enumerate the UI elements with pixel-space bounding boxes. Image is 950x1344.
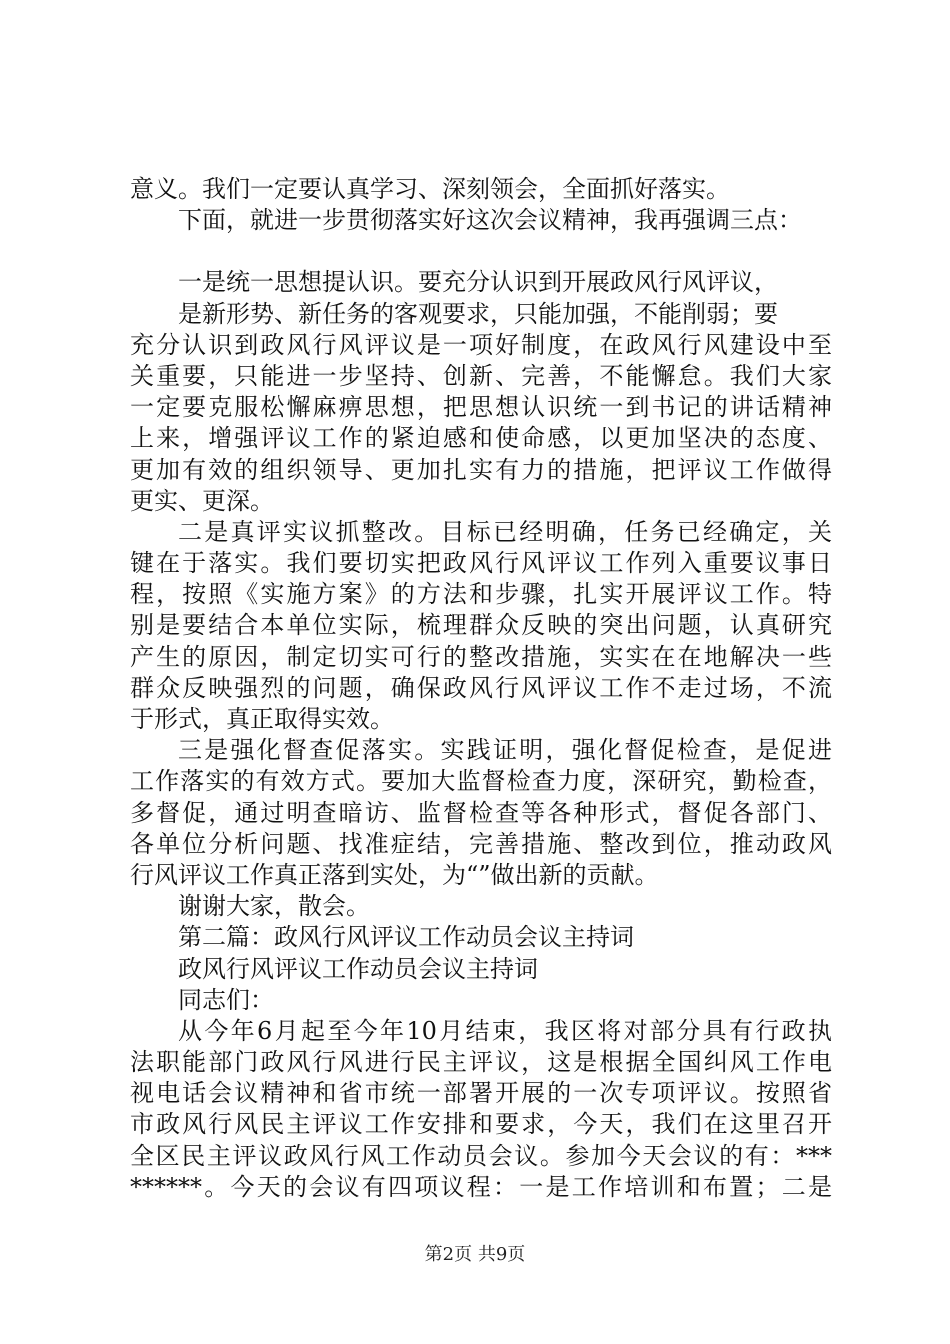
paragraph-line: 产生的原因，制定切实可行的整改措施，实实在在地解决一些 — [130, 642, 832, 671]
paragraph-line: 群众反映强烈的问题，确保政风行风评议工作不走过场，不流 — [130, 673, 832, 702]
paragraph-line: 行风评议工作真正落到实处，为“”做出新的贡献。 — [130, 860, 659, 889]
paragraph-line: 市政风行风民主评议工作安排和要求，今天，我们在这里召开 — [130, 1110, 832, 1139]
paragraph-line: 各单位分析问题、找准症结，完善措施、整改到位，推动政风 — [130, 829, 832, 858]
closing-line: 谢谢大家，散会。 — [178, 892, 370, 921]
page-number-footer: 第2页 共9页 — [424, 1244, 526, 1265]
paragraph-line: 一定要克服松懈麻痹思想，把思想认识统一到书记的讲话精神 — [130, 393, 832, 422]
paragraph-line: ******。今天的会议有四项议程：一是工作培训和布置；二是 — [130, 1172, 832, 1201]
paragraph-line: 多督促，通过明查暗访、监督检查等各种形式，督促各部门、 — [130, 798, 832, 827]
paragraph-line: 键在于落实。我们要切实把政风行风评议工作列入重要议事日 — [130, 549, 832, 578]
section-heading-1: 一是统一思想提认识。要充分认识到开展政风行风评议， — [178, 268, 778, 297]
paragraph-line: 工作落实的有效方式。要加大监督检查力度，深研究，勤检查， — [130, 767, 832, 796]
paragraph-line: 从今年6月起至今年10月结束，我区将对部分具有行政执 — [178, 1016, 832, 1045]
salutation: 同志们： — [178, 985, 274, 1014]
section-heading-2: 二是真评实议抓整改。目标已经明确，任务已经确定，关 — [178, 517, 832, 546]
paragraph-line: 程，按照《实施方案》的方法和步骤，扎实开展评议工作。特 — [130, 580, 832, 609]
paragraph-line: 上来，增强评议工作的紧迫感和使命感，以更加坚决的态度、 — [130, 424, 832, 453]
paragraph-line: 视电话会议精神和省市统一部署开展的一次专项评议。按照省 — [130, 1079, 832, 1108]
paragraph-line: 更加有效的组织领导、更加扎实有力的措施，把评议工作做得 — [130, 455, 832, 484]
document-body — [130, 174, 832, 1203]
section-heading-3: 三是强化督查促落实。实践证明，强化督促检查，是促进 — [178, 736, 832, 765]
paragraph-line: 别是要结合本单位实际，梳理群众反映的突出问题，认真研究 — [130, 611, 832, 640]
paragraph-line: 关重要，只能进一步坚持、创新、完善，不能懈怠。我们大家 — [130, 361, 832, 390]
paragraph-line: 于形式，真正取得实效。 — [130, 705, 394, 733]
paragraph-gap — [130, 236, 832, 267]
paragraph-line: 下面，就进一步贯彻落实好这次会议精神，我再强调三点： — [178, 206, 802, 235]
paragraph-line: 意义。我们一定要认真学习、深刻领会，全面抓好落实。 — [130, 175, 730, 203]
paragraph-line: 更实、更深。 — [130, 486, 274, 515]
document-title: 政风行风评议工作动员会议主持词 — [178, 954, 538, 983]
paragraph-line: 法职能部门政风行风进行民主评议，这是根据全国纠风工作电 — [130, 1048, 832, 1077]
paragraph-line: 充分认识到政风行风评议是一项好制度，在政风行风建设中至 — [130, 330, 832, 359]
paragraph-line: 是新形势、新任务的客观要求，只能加强，不能削弱；要 — [178, 299, 778, 328]
paragraph-line: 全区民主评议政风行风工作动员会议。参加今天会议的有：*** — [130, 1141, 832, 1170]
chapter-title: 第二篇：政风行风评议工作动员会议主持词 — [178, 923, 634, 952]
